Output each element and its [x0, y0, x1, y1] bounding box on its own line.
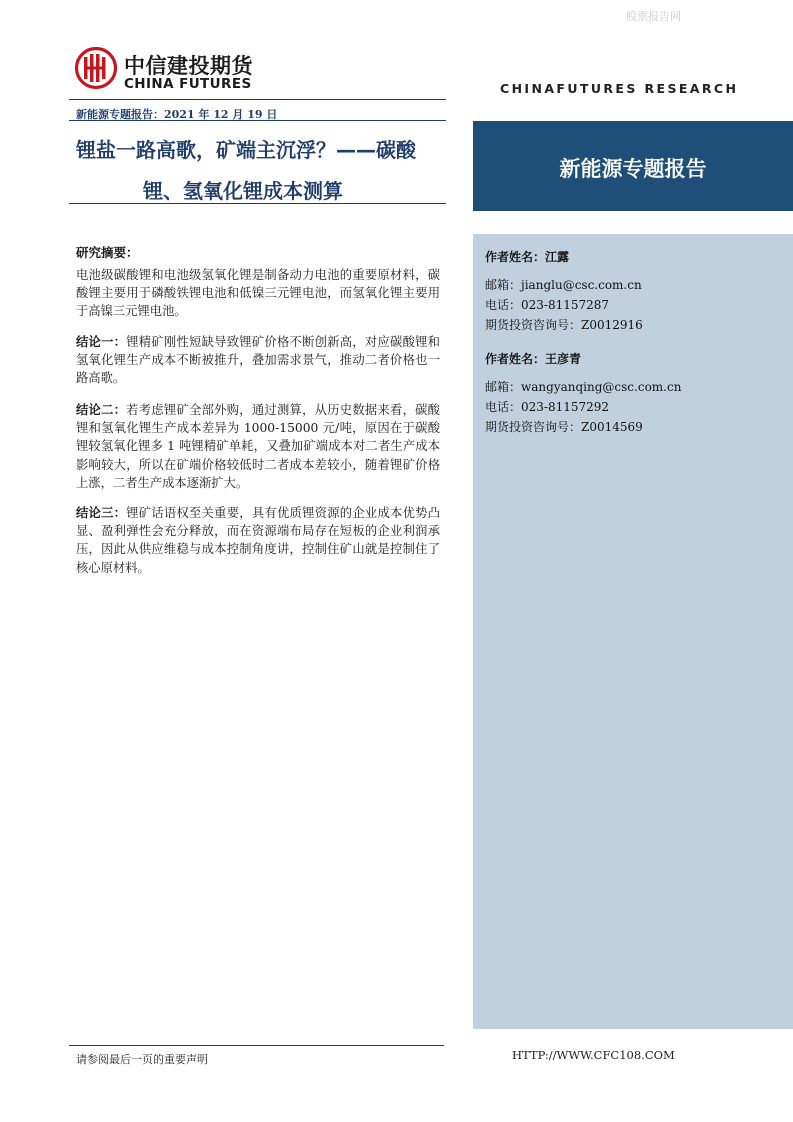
- conclusion-3-text: 锂矿话语权至关重要，具有优质锂资源的企业成本优势凸显、盈利弹性会充分释放，而在资源端布局存在短板的企业利润承压，因此从供应维稳与成本控制角度讲，控制住矿山就是控制住了核心原材料。: [76, 506, 440, 575]
- title-rule: [69, 203, 446, 204]
- author-2-license: 期货投资咨询号：Z0014569: [485, 420, 643, 434]
- author-1-license: 期货投资咨询号：Z0012916: [485, 318, 643, 332]
- report-date-line: 新能源专题报告：2021 年 12 月 19 日: [76, 108, 278, 121]
- logo-emblem-icon: [74, 46, 118, 90]
- report-title-line-2: 锂、氢氧化锂成本测算: [143, 179, 343, 203]
- report-title-line-1: 锂盐一路高歌，矿端主沉浮？——碳酸: [76, 138, 416, 162]
- report-type-banner: [473, 121, 793, 211]
- footer-rule: [69, 1045, 444, 1046]
- footer-url-link[interactable]: HTTP://WWW.CFC108.COM: [512, 1048, 675, 1062]
- author-2-name: 作者姓名：王彦青: [485, 352, 582, 366]
- author-2-email: 邮箱：wangyanqing@csc.com.cn: [485, 380, 682, 394]
- header-rule-lower: [69, 120, 446, 121]
- conclusion-1-label: 结论一：: [76, 334, 127, 349]
- abstract-intro: 电池级碳酸锂和电池级氢氧化锂是制备动力电池的重要原材料，碳酸锂主要用于磷酸铁锂电池和低镍三元锂电池，而氢氧化锂主要用于高镍三元锂电池。: [76, 268, 440, 319]
- conclusion-2: [76, 401, 440, 492]
- logo-english-name: CHINA FUTURES: [124, 76, 252, 92]
- author-2-phone: 电话：023-81157292: [485, 400, 610, 414]
- research-label: CHINAFUTURES RESEARCH: [500, 81, 739, 96]
- footer-disclaimer: 请参阅最后一页的重要声明: [76, 1053, 208, 1066]
- watermark: 股票报告网: [626, 10, 681, 23]
- company-logo: [74, 46, 274, 96]
- author-1-email: 邮箱：jianglu@csc.com.cn: [485, 278, 642, 292]
- conclusion-2-label: 结论二：: [76, 402, 127, 417]
- conclusion-3: [76, 504, 440, 577]
- conclusion-2-text: 若考虑锂矿全部外购，通过测算，从历史数据来看，碳酸锂和氢氧化锂生产成本差异为 1000-15000 元/吨，原因在于碳酸锂较氢氧化锂多 1 吨锂精矿单耗，又叠加矿端成本对二者生产成本影响较大，所以在矿端价格较低时二者成本差较小，随着锂矿价格上涨，二者生产成本逐渐扩大。: [76, 403, 440, 490]
- conclusion-1: [76, 333, 440, 388]
- report-type-label: 新能源专题报告: [559, 157, 707, 181]
- conclusion-3-label: 结论三：: [76, 505, 127, 520]
- logo-chinese-name: 中信建投期货: [124, 54, 253, 78]
- author-1-phone: 电话：023-81157287: [485, 298, 610, 312]
- conclusion-1-text: 锂精矿刚性短缺导致锂矿价格不断创新高，对应碳酸锂和氢氧化锂生产成本不断被推升，叠加需求景气，推动二者价格也一路高歌。: [76, 335, 440, 386]
- header-rule: [69, 99, 446, 100]
- abstract-heading: 研究摘要：: [76, 245, 139, 260]
- author-1-name: 作者姓名：江露: [485, 250, 570, 264]
